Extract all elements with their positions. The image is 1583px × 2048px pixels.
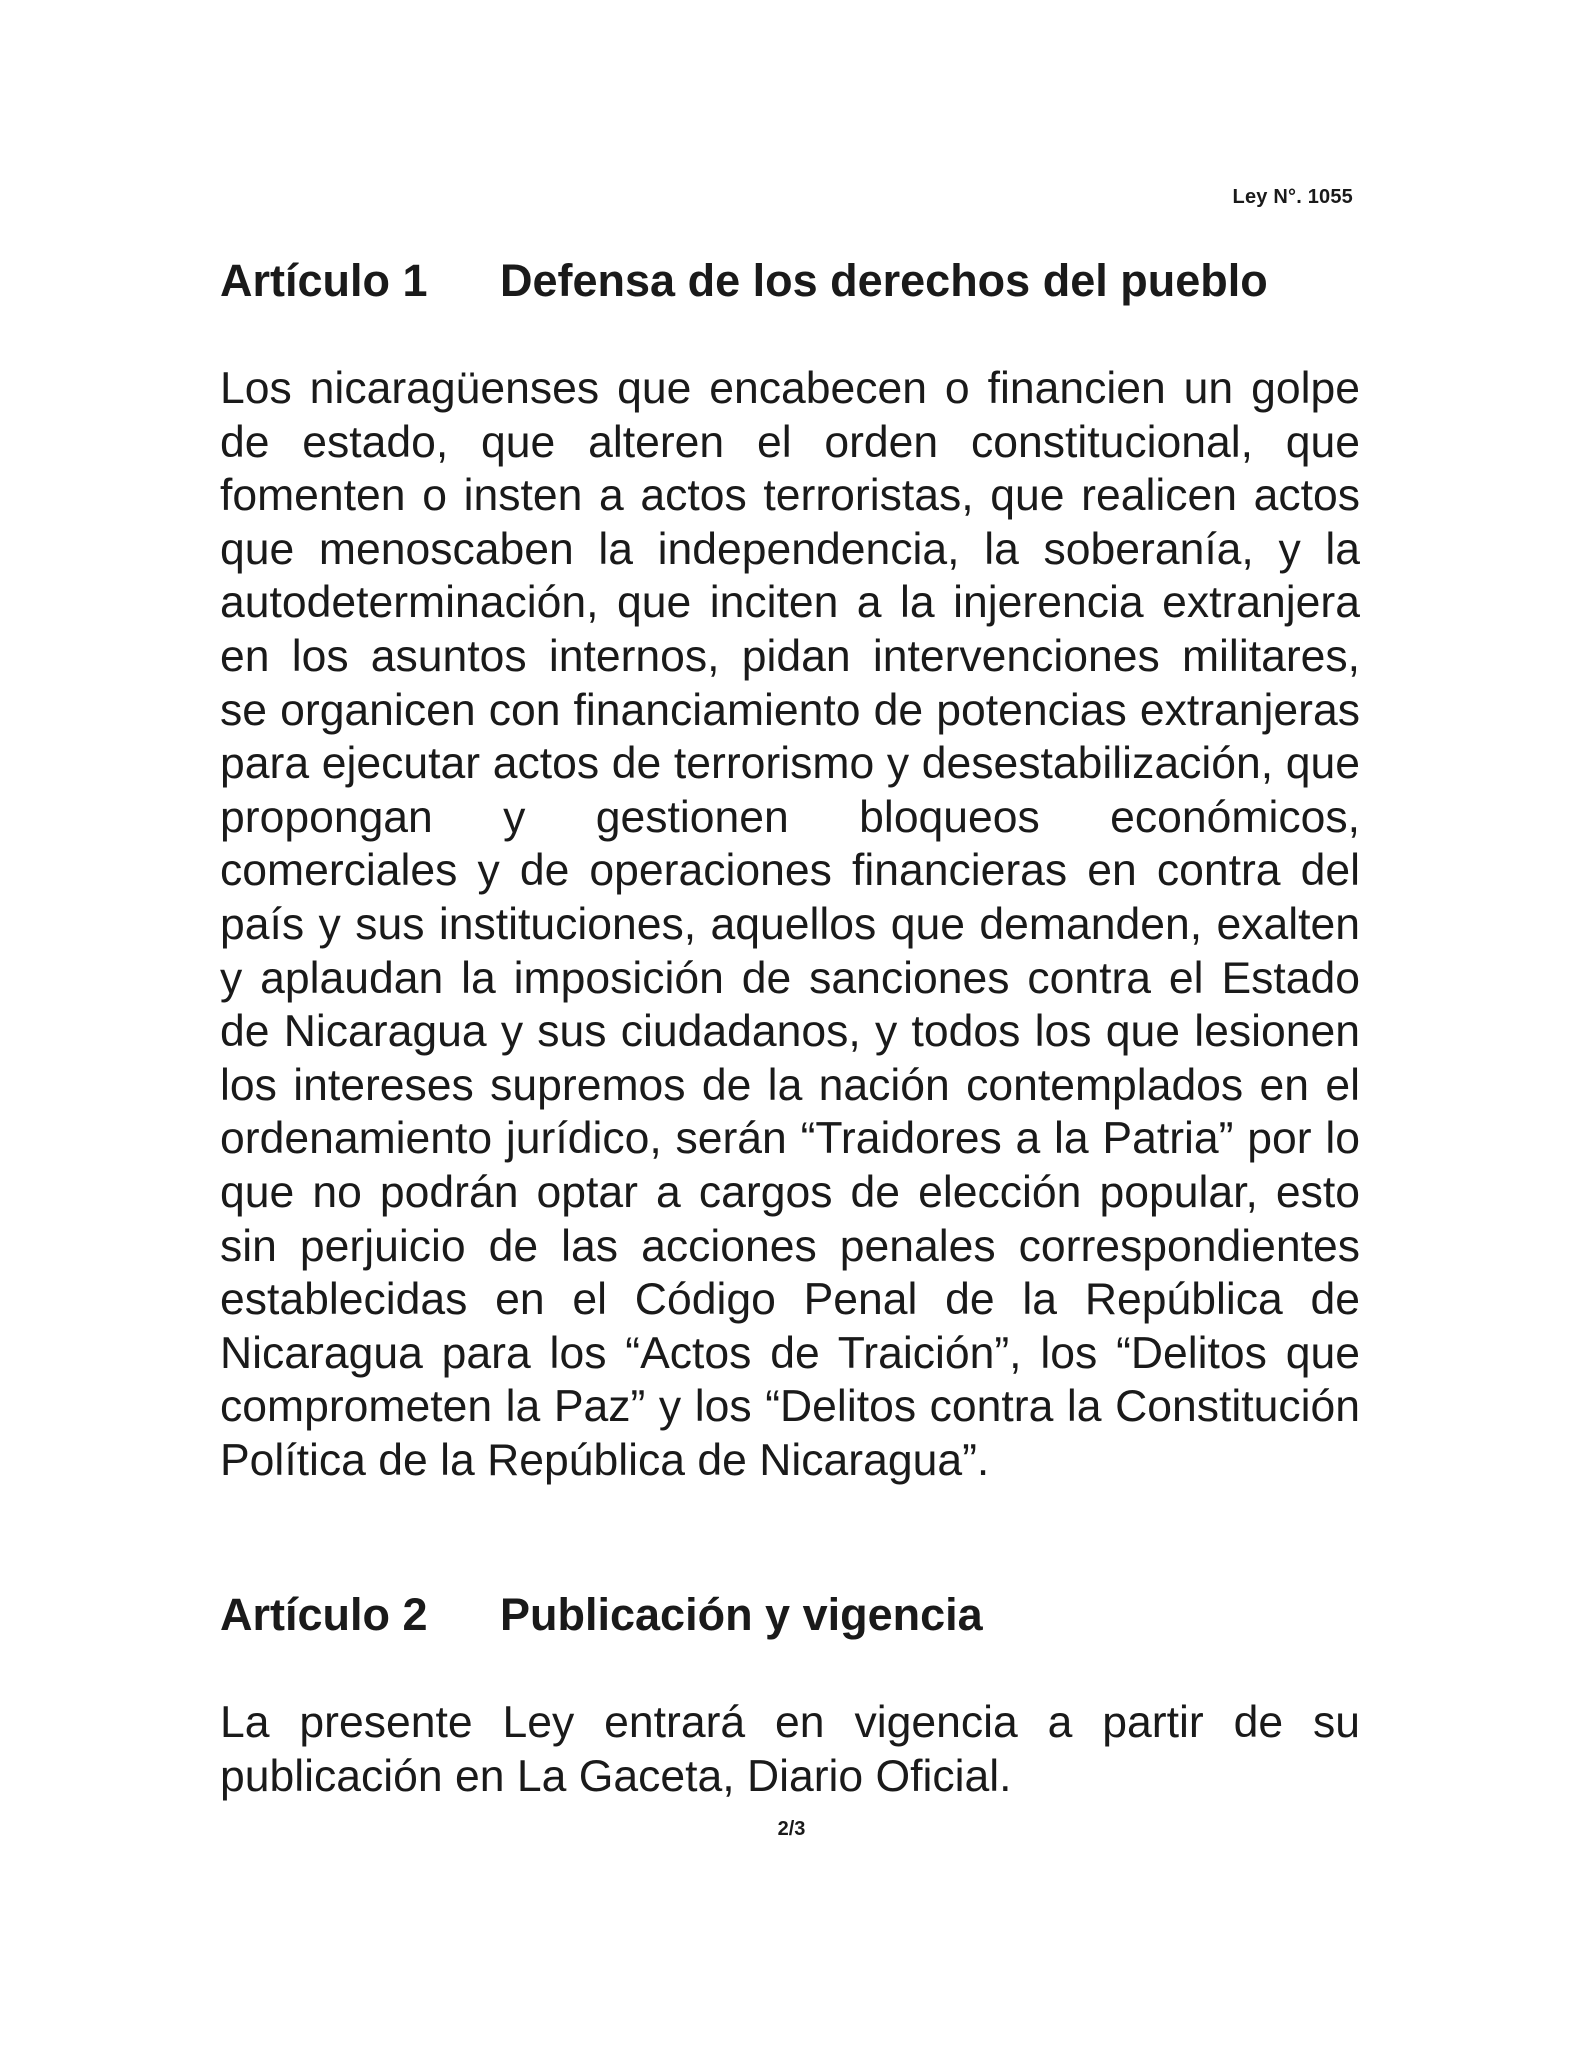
page-number: 2/3 <box>777 1818 806 1840</box>
article-1-heading <box>220 254 1360 308</box>
article-2-title: Publicación y vigencia <box>500 1589 983 1640</box>
law-number: Ley N°. 1055 <box>1232 186 1353 208</box>
article-1-title: Defensa de los derechos del pueblo <box>500 255 1268 306</box>
article-2-body: La presente Ley entrará en vigencia a partir de su publicación en La Gaceta, Diario Oficial. <box>220 1698 1360 1801</box>
article-2-heading <box>220 1588 1360 1642</box>
article-1-body: Los nicaragüenses que encabecen o financien un golpe de estado, que alteren el orden constitucional, que fomenten o insten a actos terroristas, que realicen actos que menoscaben la independencia, la soberanía, y la autodeterminación, que inciten a la injerencia extranjera en los asuntos internos, pidan intervenciones militares, se organicen con financiamiento de potencias extranjeras para ejecutar actos de terrorismo y desestabilización, que propongan y gestionen bloqueos económicos, comerciales y de operaciones financieras en contra del país y sus instituciones, aquellos que demanden, exalten y aplaudan la imposición de sanciones contra el Estado de Nicaragua y sus ciudadanos, y todos los que lesionen los intereses supremos de la nación contemplados en el ordenamiento jurídico, serán “Traidores a la Patria” por lo que no podrán optar a cargos de elección popular, esto sin perjuicio de las acciones penales correspondientes establecidas en el Código Penal de la República de Nicaragua para los “Actos de Traición”, los “Delitos que comprometen la Paz” y los “Delitos contra la Constitución Política de la República de Nicaragua”. <box>220 364 1360 1485</box>
article-2-number: Artículo 2 <box>220 1589 428 1640</box>
article-1-number: Artículo 1 <box>220 255 428 306</box>
